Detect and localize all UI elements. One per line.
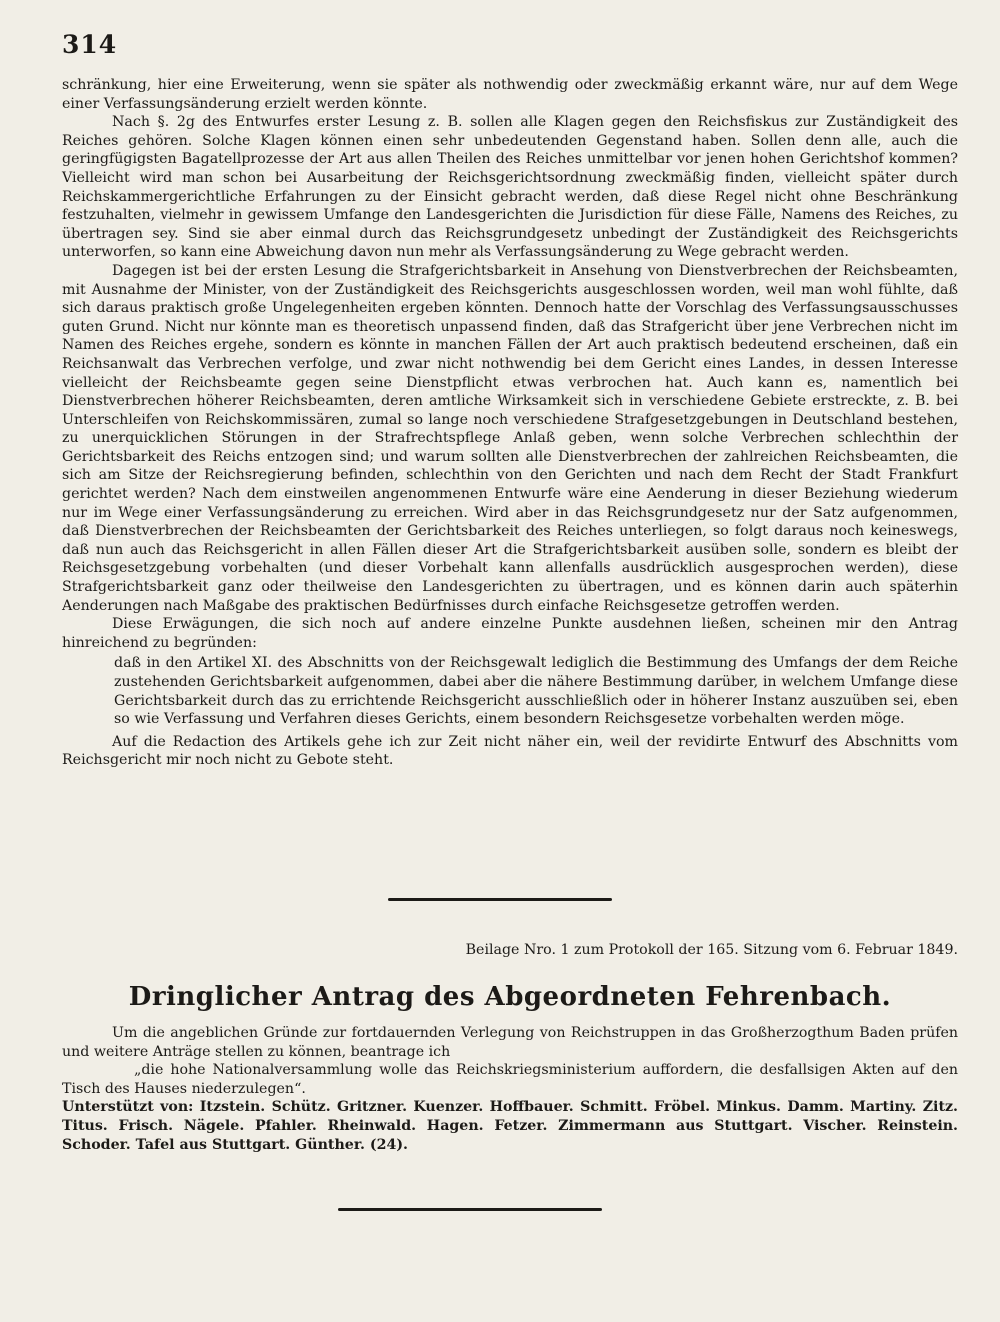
motion-request: „die hohe Nationalversammlung wolle das Reichskriegsministerium auffordern, die desfallsigen Akten auf den Tisch des Hauses niederzulegen“.	[62, 1062, 958, 1097]
paragraph: Dagegen ist bei der ersten Lesung die Strafgerichtsbarkeit in Ansehung von Dienstverbrechen der Reichsbeamten, mit Ausnahme der Minister, von der Zuständigkeit des Reichsgerichts ausgeschlossen worden, weil man wohl fühlte, daß sich daraus praktisch große Ungelegenheiten ergeben könnten. Dennoch hatte der Vorschlag des Verfassungsausschusses guten Grund. Nicht nur könnte man es theoretisch unpassend finden, daß das Strafgericht über jene Verbrechen nicht im Namen des Reiches ergehe, sondern es könnte in manchen Fällen der Art auch praktisch bedeutend erscheinen, daß ein Reichsanwalt das Verbrechen verfolge, und zwar nicht nothwendig bei dem Gericht eines Landes, in dessen Interesse vielleicht der Reichsbeamte gegen seine Dienstpflicht etwas verbrochen hat. Auch kann es, namentlich bei Dienstverbrechen höherer Reichsbeamten, deren amtliche Wirksamkeit sich in verschiedene Gebiete erstreckte, z. B. bei Unterschleifen von Reichskommissären, zumal so lange noch verschiedene Strafgesetzgebungen in Deutschland bestehen, zu unerquicklichen Störungen in der Strafrechtspflege Anlaß geben, wenn solche Verbrechen schlechthin der Gerichtsbarkeit des Reichs entzogen sind; und warum sollten alle Dienstverbrechen der zahlreichen Reichsbeamten, die sich am Sitze der Reichsregierung befinden, schlechthin von den Gerichten und nach dem Recht der Stadt Frankfurt gerichtet werden? Nach dem einstweilen angenommenen Entwurfe wäre eine Aenderung in dieser Beziehung wiederum nur im Wege einer Verfassungsänderung zu erreichen. Wird aber in das Reichsgrundgesetz nur der Satz aufgenommen, daß Dienstverbrechen der Reichsbeamten der Gerichtsbarkeit des Reiches unterliegen, so folgt daraus noch keineswegs, daß nun auch das Reichsgericht in allen Fällen dieser Art die Strafgerichtsbarkeit ausüben solle, sondern es bleibt der Reichsgesetzgebung vorbehalten (und dieser Vorbehalt kann allenfalls ausdrücklich ausgesprochen werden), diese Strafgerichtsbarkeit ganz oder theilweise den Landesgerichten zu übertragen, und es können darin auch späterhin Aenderungen nach Maßgabe des praktischen Bedürfnisses durch einfache Reichsgesetze getroffen werden.	[62, 262, 958, 614]
motion-text: daß in den Artikel XI. des Abschnitts von der Reichsgewalt lediglich die Bestimmung des Umfangs der dem Reiche zustehenden Gerichtsbarkeit aufgenommen, dabei aber die nähere Bestimmung darüber, in welchem Umfange diese Gerichtsbarkeit durch das zu errichtende Reichsgericht ausschließlich oder in höherer Instanz auszuüben sei, eben so wie Verfassung und Verfahren dieses Gerichts, einem besondern Reichsgesetze vorbehalten werden möge.	[114, 655, 958, 728]
closing-paragraph: Auf die Redaction des Artikels gehe ich zur Zeit nicht näher ein, weil der revidirte Entwurf des Abschnitts vom Reichsgericht mir noch nicht zu Gebote steht.	[62, 733, 958, 769]
appendix-caption: Beilage Nro. 1 zum Protokoll der 165. Sitzung vom 6. Februar 1849.	[465, 942, 958, 958]
motion-heading: Dringlicher Antrag des Abgeordneten Fehrenbach.	[128, 982, 892, 1012]
paragraph: schränkung, hier eine Erweiterung, wenn sie später als nothwendig oder zweckmäßig erkannt wäre, nur auf dem Wege einer Verfassungsänderung erzielt werden könnte.	[62, 77, 958, 112]
supporters-list: Unterstützt von: Itzstein. Schütz. Gritzner. Kuenzer. Hoffbauer. Schmitt. Fröbel. Minkus. Damm. Martiny. Zitz. Titus. Frisch. Nägele. Pfahler. Rheinwald. Hagen. Fetzer. Zimmermann aus Stuttgart. Vischer. Reinstein. Schoder. Tafel aus Stuttgart. Günther. (24).	[62, 1099, 958, 1153]
paragraph: Diese Erwägungen, die sich noch auf andere einzelne Punkte ausdehnen ließen, scheinen mir den Antrag hinreichend zu begründen:	[62, 616, 958, 651]
motion-section	[62, 1024, 958, 1154]
page-number: 314	[62, 30, 118, 59]
section-divider	[388, 898, 612, 901]
end-divider	[338, 1208, 602, 1211]
main-text	[62, 76, 958, 770]
paragraph: Nach §. 2g des Entwurfes erster Lesung z. B. sollen alle Klagen gegen den Reichsfiskus zur Zuständigkeit des Reiches gehören. Solche Klagen können einen sehr unbedeutenden Gegenstand haben. Sollen denn alle, auch die geringfügigsten Bagatellprozesse der Art aus allen Theilen des Reiches unmittelbar vor jenen hohen Gerichtshof kommen? Vielleicht wird man schon bei Ausarbeitung der Reichsgerichtsordnung zweckmäßig finden, vielleicht später durch Reichskammergerichtliche Erfahrungen zu der Einsicht gebracht werden, daß diese Regel nicht ohne Beschränkung festzuhalten, vielmehr in gewissem Umfange den Landesgerichten die Jurisdiction für diese Fälle, Namens des Reiches, zu übertragen sey. Sind sie aber einmal durch das Reichsgrundgesetz unbedingt der Zuständigkeit des Reichsgerichts unterworfen, so kann eine Abweichung davon nun mehr als Verfassungsänderung zu Wege gebracht werden.	[62, 114, 958, 261]
motion-intro: Um die angeblichen Gründe zur fortdauernden Verlegung von Reichstruppen in das Großherzogthum Baden prüfen und weitere Anträge stellen zu können, beantrage ich	[62, 1025, 958, 1060]
